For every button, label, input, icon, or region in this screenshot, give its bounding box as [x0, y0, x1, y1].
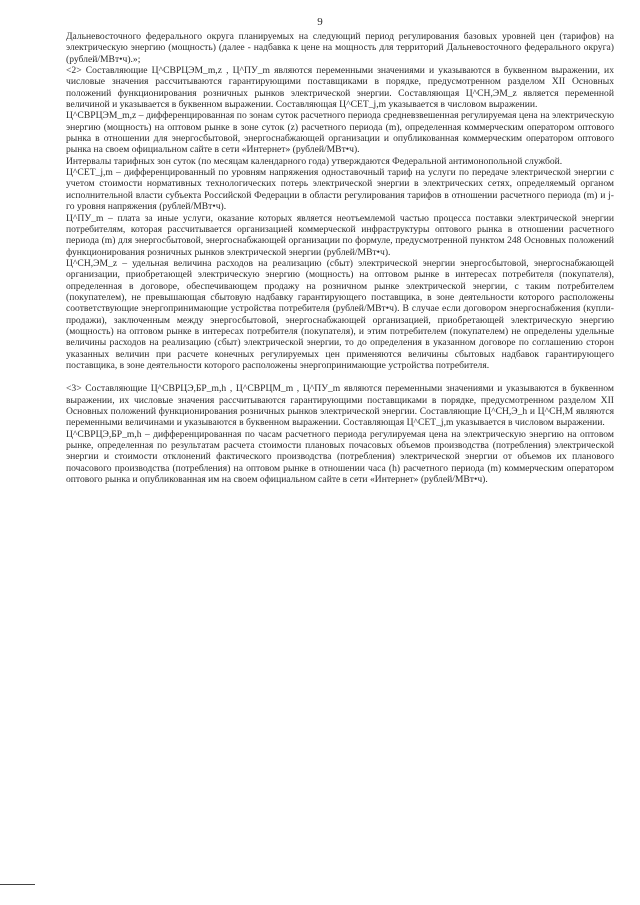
paragraph-pu-definition: Ц^ПУ_m – плата за иные услуги, оказание которых является неотъемлемой частью процесса поставки электрической энергии потребителям, которая рассчитывается организацией коммерческой инфраструктуры оптового рынка в отношении расчетного периода (m) для энергосбытовой, энергоснабжающей организации по формуле, предусмотренной пунктом 248 Основных положений функционирования розничных рынков электрической энергии (рублей/МВт•ч).	[66, 212, 614, 258]
paragraph-note-3: <3> Составляющие Ц^СВРЦЭ,БР_m,h , Ц^СВРЦМ_m , Ц^ПУ_m являются переменными значениями и указываются в буквенном выражении, их числовые значения рассчитываются гарантирующими поставщиками в порядке, предусмотренном разделом XII Основных положений функционирования розничных рынков электрической энергии. Составляющие Ц^СН,Э_h и Ц^СН,М являются переменными величинами и указываются в буквенном выражении. Составляющая Ц^СЕТ_j,m указывается в числовом выражении.	[66, 383, 614, 429]
paragraph-set-definition: Ц^СЕТ_j,m – дифференцированный по уровням напряжения одноставочный тариф на услуги по передаче электрической энергии с учетом стоимости нормативных технологических потерь электрической энергии в электрических сетях, определяемый органом исполнительной власти субъекта Российской Федерации в области регулирования тарифов в отношении расчетного периода (m) и j-го уровня напряжения (рублей/МВт•ч).	[66, 167, 614, 213]
paragraph-intro: Дальневосточного федерального округа планируемых на следующий период регулирования базовых уровней цен (тарифов) на электрическую энергию (мощность) (далее - надбавка к цене на мощность для территорий Дальневосточного федерального округа) (рублей/МВт•ч).»;	[66, 31, 614, 65]
page-number: 9	[317, 16, 323, 28]
paragraph-snem-definition: Ц^СН,ЭМ_z – удельная величина расходов на реализацию (сбыт) электрической энергии энергосбытовой, энергоснабжающей организации, приобретающей электрическую энергию (мощность) на оптовом рынке в интересах потребителя (покупателя), определенная в договоре, обеспечивающем продажу на розничном рынке электрической энергии, с таким потребителем (покупателем), не превышающая сбытовую надбавку гарантирующего поставщика, в зоне деятельности которого расположены соответствующие энергопринимающие устройства потребителя (рублей/МВт•ч). В случае если договором энергоснабжения (купли-продажи), заключенным между энергосбытовой, энергоснабжающей организацией, приобретающей электрическую энергию (мощность) на оптовом рынке в интересах потребителя (покупателя), и этим потребителем (покупателем) не определены удельные величины расходов на реализацию (сбыт) электрической энергии, то до определения в указанном договоре по соглашению сторон указанных величин при расчете конечных регулируемых цен применяются величины сбытовых надбавок гарантирующего поставщика, в зоне деятельности которого расположены энергопринимающие устройства потребителя.	[66, 257, 614, 371]
footnote-rule	[0, 884, 35, 885]
paragraph-tariff-zones: Интервалы тарифных зон суток (по месяцам календарного года) утверждаются Федеральной антимонопольной службой.	[66, 155, 563, 167]
paragraph-svrce-br-definition: Ц^СВРЦЭ,БР_m,h – дифференцированная по часам расчетного периода регулируемая цена на электрическую энергию на оптовом рынке, определенная по результатам расчета стоимости плановых почасовых объемов производства (потребления) электрической энергии и стоимости отклонений фактического производства (потребления) электрической энергии от объемов их планового почасового производства (потребления) на оптовом рынке в отношении часа (h) расчетного периода (m) коммерческим оператором оптового рынка и опубликованная им на своем официальном сайте в сети «Интернет» (рублей/МВт•ч).	[66, 428, 614, 486]
paragraph-svrcem-definition: Ц^СВРЦЭМ_m,z – дифференцированная по зонам суток расчетного периода средневзвешенная регулируемая цена на электрическую энергию (мощность) на оптовом рынке в зоне суток (z) расчетного периода (m), определенная коммерческим оператором оптового рынка в отношении для энергосбытовой, энергоснабжающей организации и опубликованная коммерческим оператором оптового рынка на своем официальном сайте в сети «Интернет» (рублей/МВт•ч).	[66, 110, 614, 156]
paragraph-note-2: <2> Составляющие Ц^СВРЦЭМ_m,z , Ц^ПУ_m являются переменными значениями и указываются в буквенном выражении, их числовые значения рассчитываются гарантирующими поставщиками в порядке, предусмотренном разделом XII Основных положений функционирования розничных рынков электрической энергии. Составляющая Ц^СН,ЭМ_z является переменной величиной и указывается в буквенном выражении. Составляющая Ц^СЕТ_j,m указывается в числовом выражении.	[66, 65, 614, 111]
body-text	[66, 31, 614, 485]
